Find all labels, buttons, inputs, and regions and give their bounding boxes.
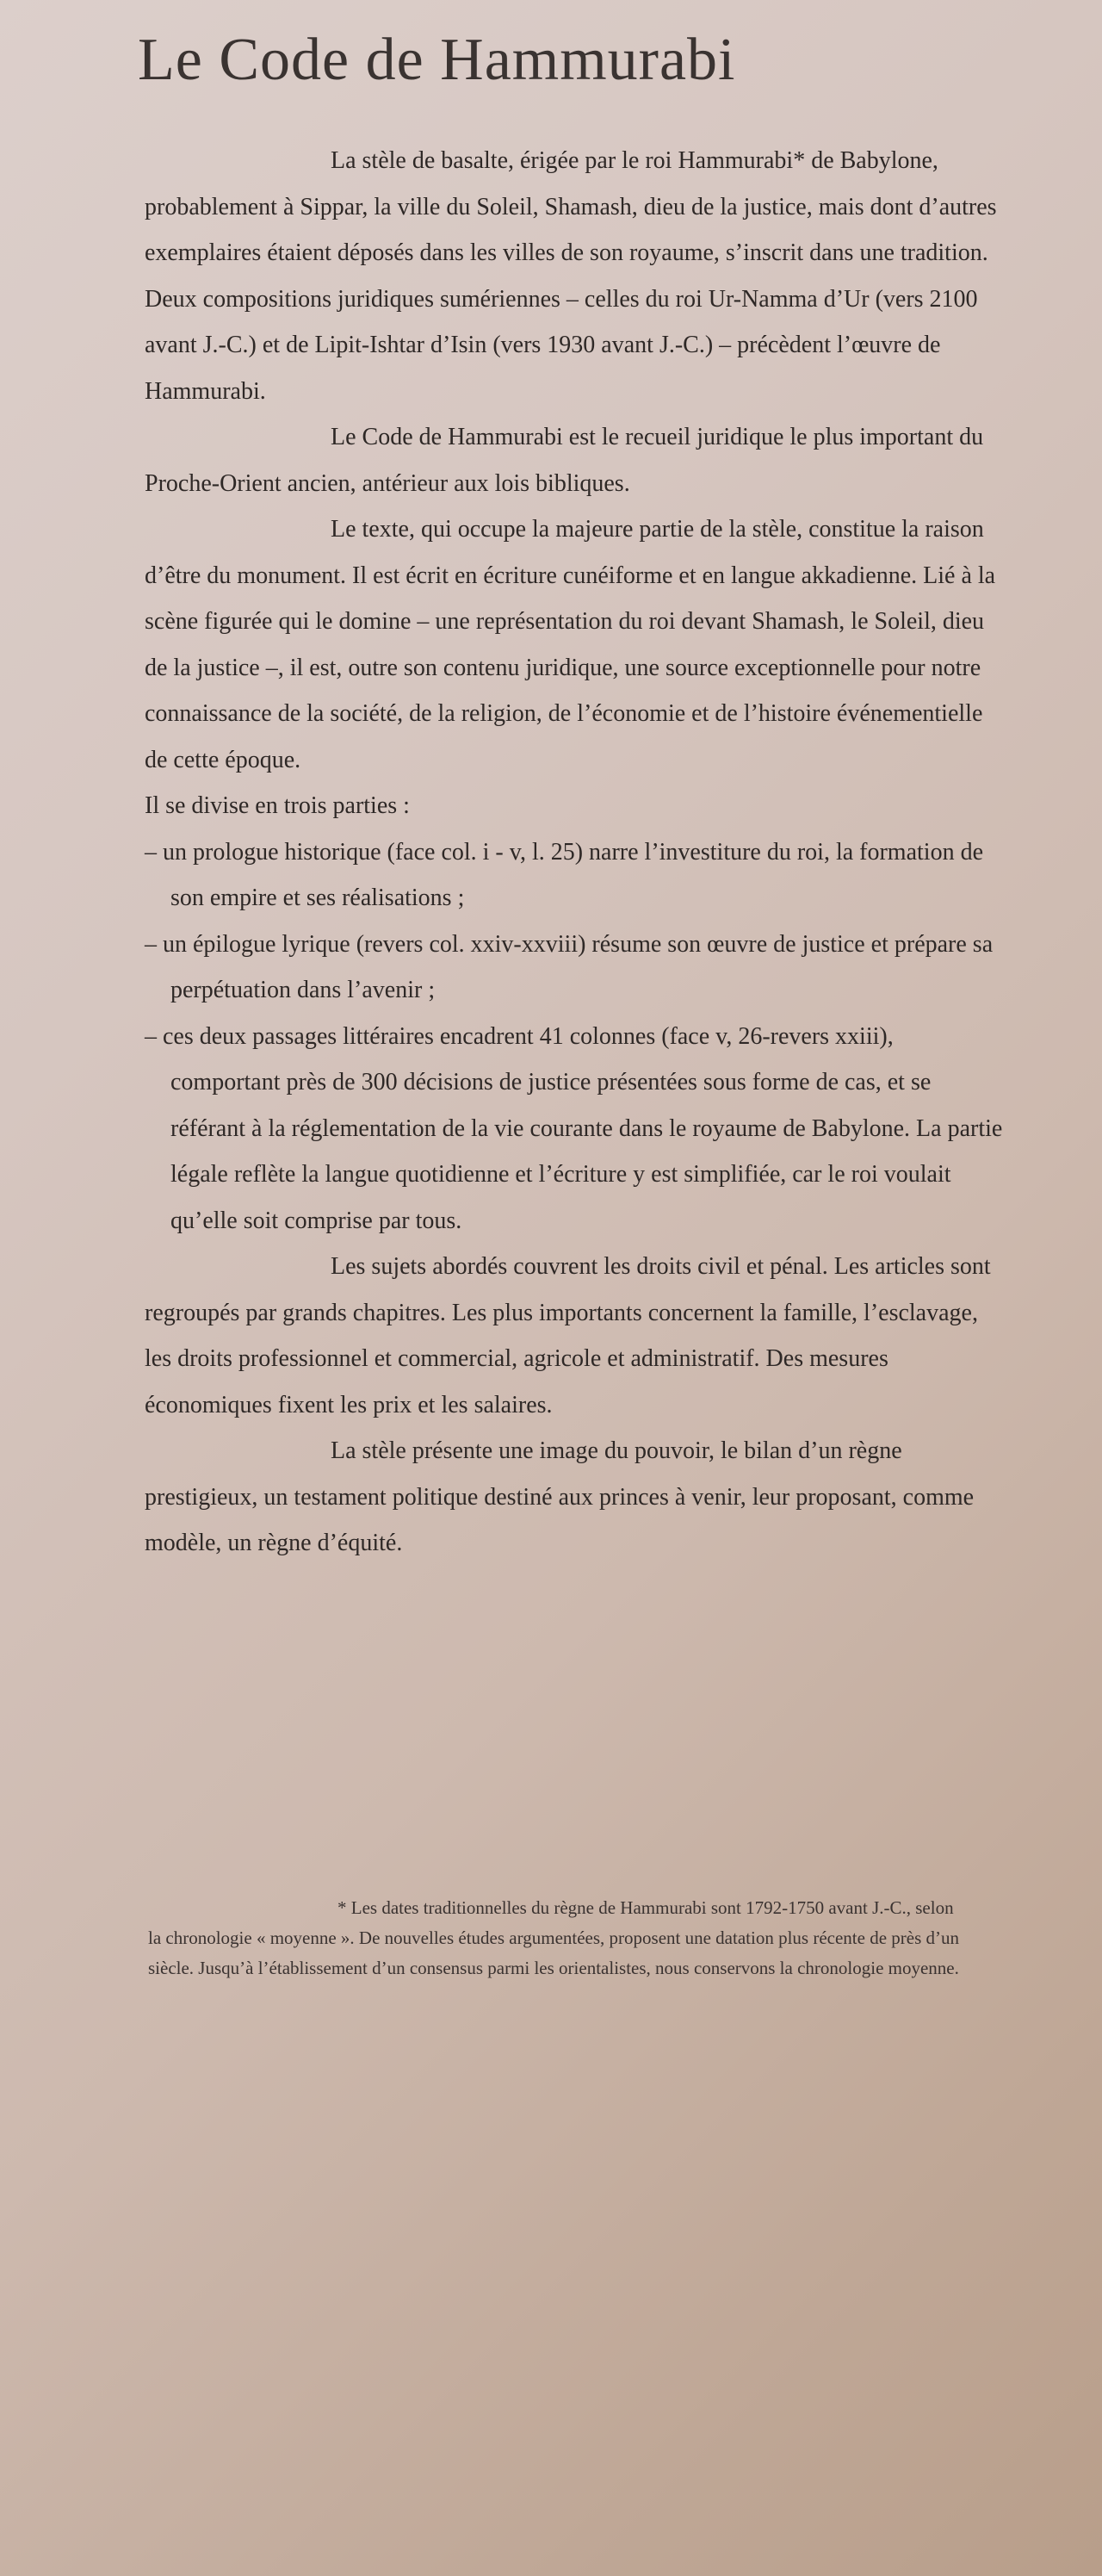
list-intro: Il se divise en trois parties : [145, 792, 410, 819]
list-item-colonnes: – ces deux passages littéraires encadrent 41 colonnes (face v, 26-revers xxiii), comportant près de 300 décisions de justice présentées sous forme de cas, et se référant à la réglementation de la vie courante dans le royaume de Babylone. La partie légale reflète la langue quotidienne et l’écriture y est simplifiée, car le roi voulait qu’elle soit comprise par tous. [145, 1022, 1003, 1234]
list-item-prologue: – un prologue historique (face col. i - v, l. 25) narre l’investiture du roi, la formation de son empire et ses réalisations ; [145, 838, 983, 911]
paragraph-stele: La stèle de basalte, érigée par le roi Hammurabi* de Babylone, probablement à Sippar, la ville du Soleil, Shamash, dieu de la justice, mais dont d’autres exemplaires étaient déposés dans les villes de son royaume, s’inscrit dans une tradition. Deux compositions juridiques sumériennes – celles du roi Ur-Namma d’Ur (vers 2100 avant J.-C.) et de Lipit-Ishtar d’Isin (vers 1930 avant J.-C.) – précèdent l’œuvre de Hammurabi. [145, 147, 997, 405]
footnote [148, 1893, 966, 1983]
paragraph-texte: Le texte, qui occupe la majeure partie de la stèle, constitue la raison d’être du monument. Il est écrit en écriture cunéiforme et en langue akkadienne. Lié à la scène figurée qui le domine – une représentation du roi devant Shamash, le Soleil, dieu de la justice –, il est, outre son contenu juridique, une source exceptionnelle pour notre connaissance de la société, de la religion, de l’économie et de l’histoire événementielle de cette époque. [145, 516, 996, 773]
list-item-epilogue: – un épilogue lyrique (revers col. xxiv-xxviii) résume son œuvre de justice et prépare sa perpétuation dans l’avenir ; [145, 930, 994, 1003]
page-title: Le Code de Hammurabi [138, 27, 736, 93]
paragraph-pouvoir: La stèle présente une image du pouvoir, le bilan d’un règne prestigieux, un testament politique destiné aux princes à venir, leur proposant, comme modèle, un règne d’équité. [145, 1437, 975, 1556]
paragraph-code: Le Code de Hammurabi est le recueil juridique le plus important du Proche-Orient ancien, antérieur aux lois bibliques. [145, 424, 984, 497]
body-text [145, 138, 1006, 1567]
footnote-text: * Les dates traditionnelles du règne de Hammurabi sont 1792-1750 avant J.-C., selon la chronologie « moyenne ». De nouvelles études argumentées, proposent une datation plus récente de près d’un siècle. Jusqu’à l’établissement d’un consensus parmi les orientalistes, nous conservons la chronologie moyenne. [148, 1897, 959, 1978]
paragraph-sujets: Les sujets abordés couvrent les droits civil et pénal. Les articles sont regroupés par grands chapitres. Les plus importants concernent la famille, l’esclavage, les droits professionnel et commercial, agricole et administratif. Des mesures économiques fixent les prix et les salaires. [145, 1253, 991, 1418]
